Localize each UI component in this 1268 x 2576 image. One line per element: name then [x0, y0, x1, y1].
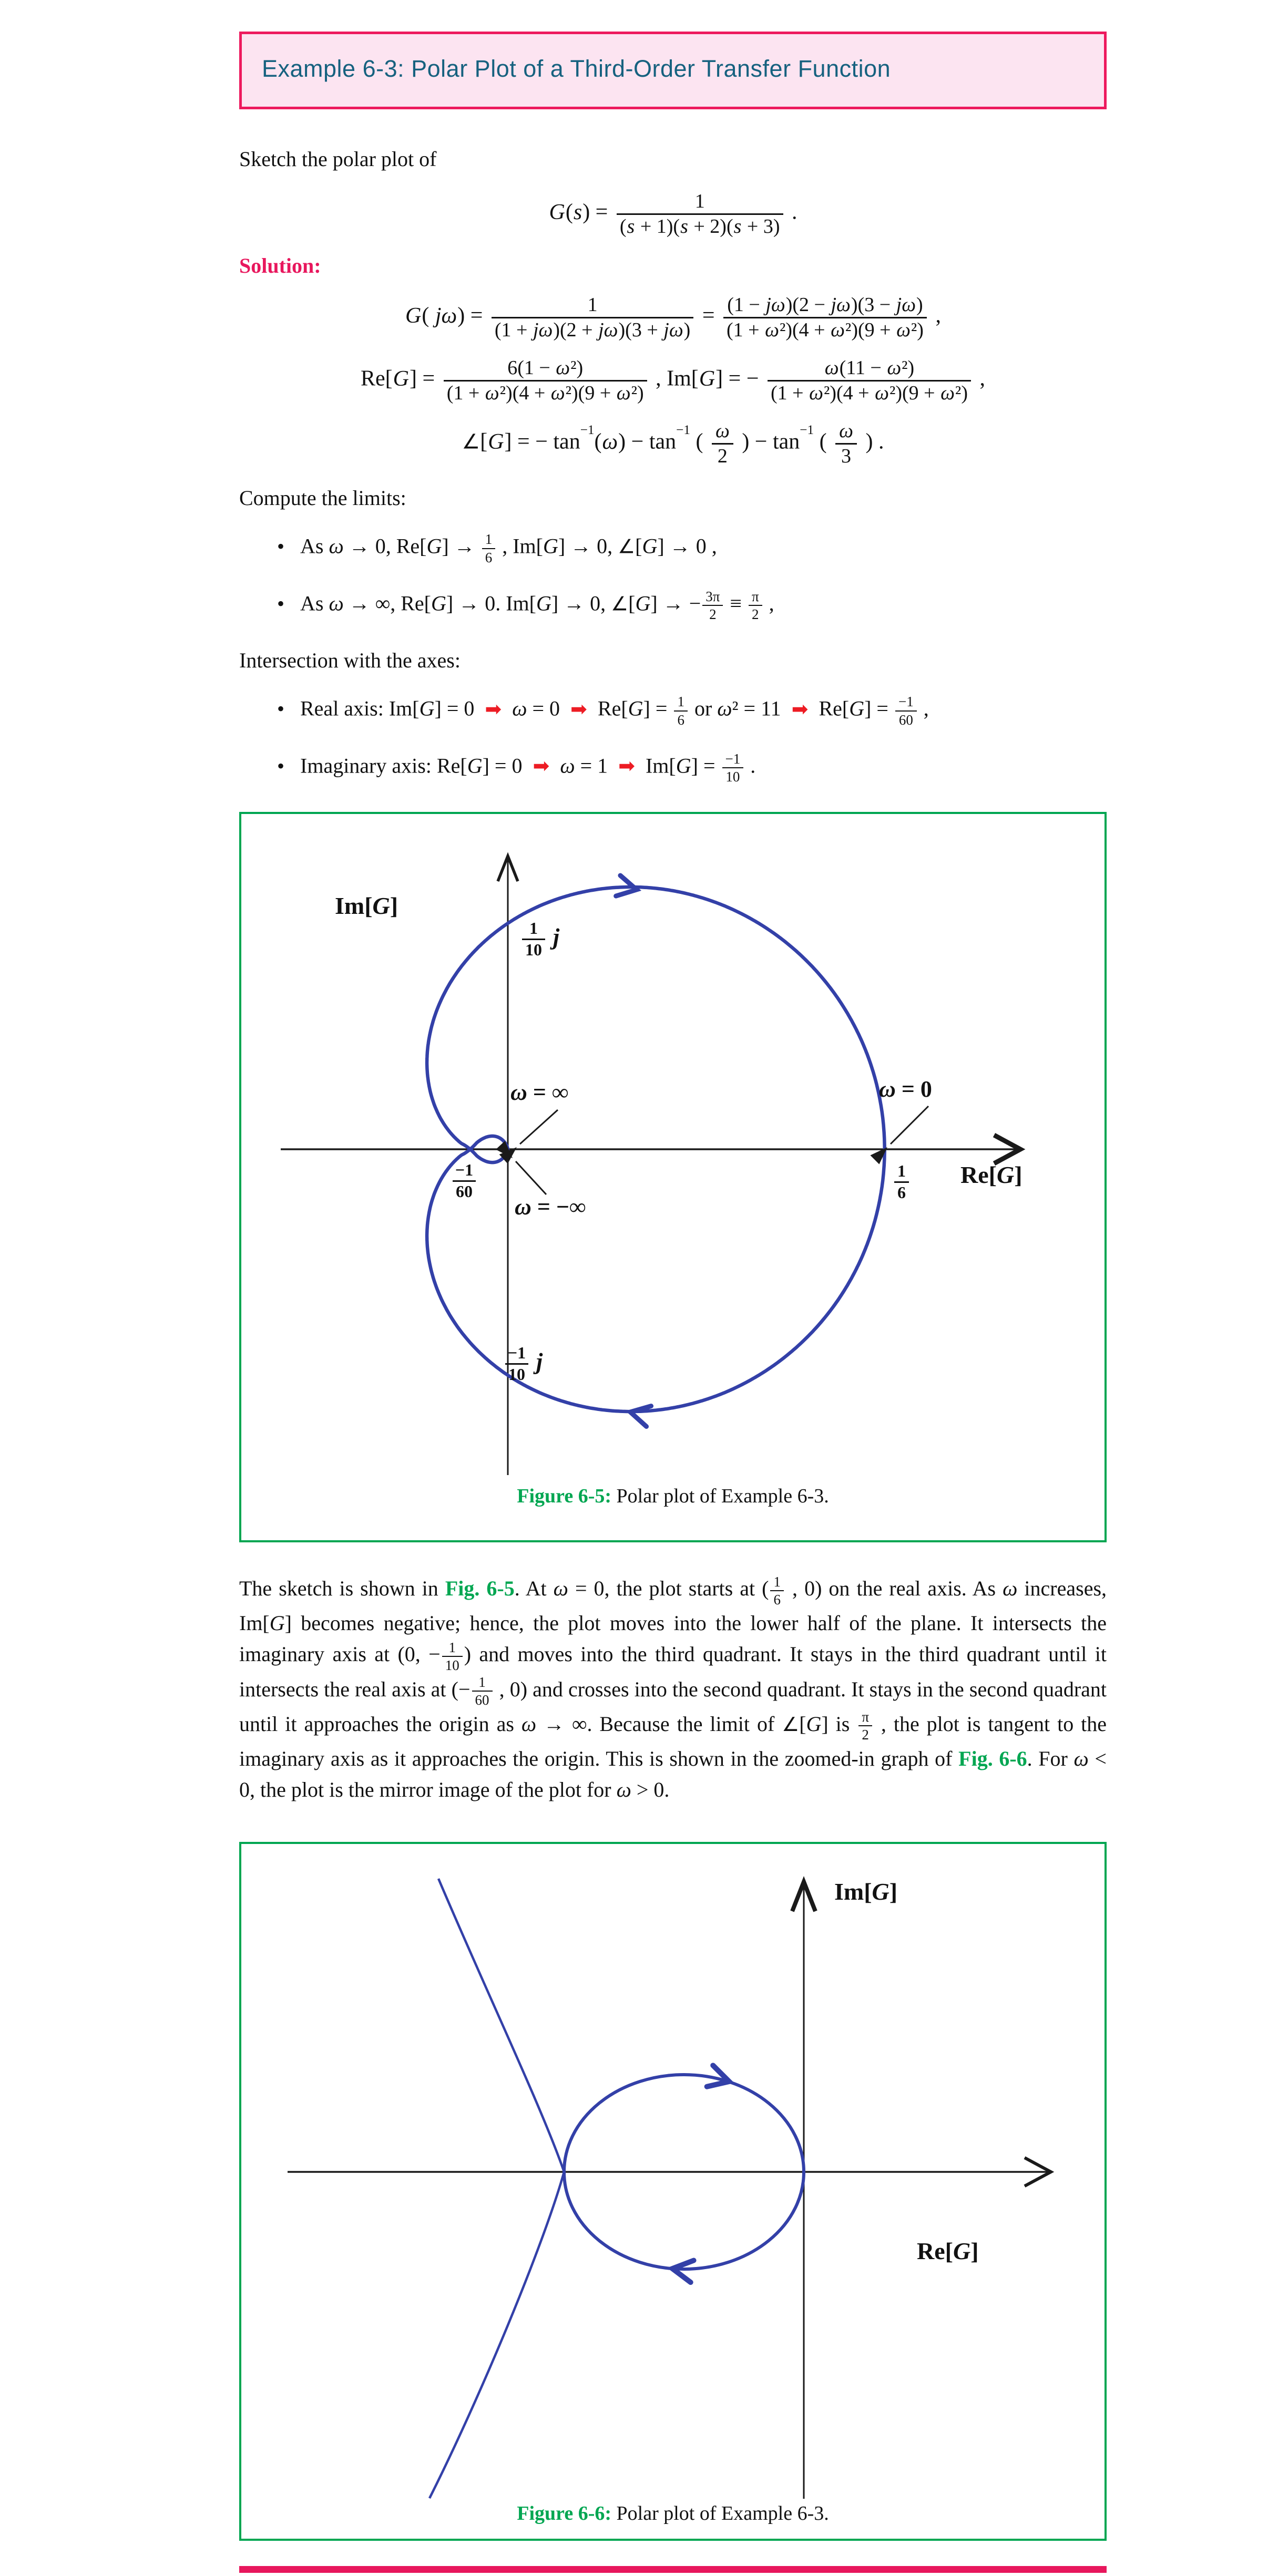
equation-re-im: Re[G] = $\frac{\text{6(1 − ω²)}}{\text{(1 + ω²)(4 + ω²)(9 + ω²)}}$ , Im[G] = − $\frac{\text{ω(11 − ω²)}}{\text{(1 + ω²)(4 + ω²)(9 + ω²)}}$ , — [361, 357, 985, 404]
fraction: $\frac{1}{60}$ — [472, 1674, 493, 1708]
re-axis-label: Re[G] — [917, 2238, 979, 2264]
red-arrow-icon: ➡ — [533, 754, 550, 778]
list-item-limit-omega-0: • As ω → 0, Re[G] → $\frac{1}{6}$ , Im[G] → 0, ∠[G] → 0 , — [277, 531, 1107, 565]
omega-neg-inf-label: ω = −∞ — [515, 1194, 586, 1220]
fraction: $\frac{1}{(s + 1)(s + 2)(s + 3)}$ — [617, 190, 783, 238]
red-arrow-icon: ➡ — [618, 754, 635, 778]
fraction: $\frac{(1 - j\omega)(2 - j\omega)(3 - j\omega)}{\text{(1 + ω²)(4 + ω²)(9 + ω²)}}$ — [723, 294, 927, 341]
figure-reference: Fig. 6-5 — [445, 1576, 515, 1601]
fraction: $\frac{-1}{60}$ — [453, 1161, 476, 1201]
intro-text: Sketch the polar plot of — [239, 147, 437, 171]
fraction: $\frac{1}{10}$ — [442, 1640, 463, 1673]
fraction: $\frac{\omega}{2}$ — [712, 420, 733, 467]
page-content — [239, 32, 1107, 2573]
figure-6-5-caption-label: Figure 6-5: — [517, 1485, 612, 1508]
fraction: $\frac{-1}{10}$ — [722, 751, 744, 785]
figure-6-5 — [239, 812, 1107, 1542]
fraction: $\frac{1}{6}$ — [770, 1574, 784, 1608]
limits-heading: Compute the limits: — [239, 486, 406, 510]
fraction: $\frac{-1}{60}$ — [895, 694, 917, 727]
neg-one-sixtieth-label — [451, 1161, 478, 1201]
one-tenth-j-label: $\frac{1}{10}$ j — [520, 919, 559, 960]
list-item-real-axis: • Real axis: Im[G] = 0 ➡ ω = 0 ➡ Re[G] = $\frac{1}{6}$ or ω² = 11 ➡ Re[G] = $\frac{-1}{60}$ , — [277, 694, 1107, 727]
fraction: $\frac{\omega}{3}$ — [835, 420, 857, 467]
arrowhead-icon — [870, 1143, 892, 1165]
fraction: $\frac{1}{6}$ — [482, 531, 496, 565]
intersections-heading: Intersection with the axes: — [239, 648, 461, 673]
curve-direction-arrow-bottom-icon — [628, 1402, 651, 1427]
fraction: $\frac{\pi}{2}$ — [858, 1709, 872, 1743]
fraction: $\frac{\text{ω(11 − ω²)}}{\text{(1 + ω²)(4 + ω²)(9 + ω²)}}$ — [768, 357, 971, 404]
intersections-list — [239, 694, 1107, 785]
list-item-limit-omega-inf: • As ω → ∞, Re[G] → 0. Im[G] → 0, ∠[G] → − $\frac{3\pi}{2}$ ≡ $\frac{\pi}{2}$ , — [277, 589, 1107, 622]
limits-list — [239, 531, 1107, 622]
example-title: Example 6-3: Polar Plot of a Third-Order Transfer Function — [262, 55, 891, 82]
figure-6-6-caption-text: Polar plot of Example 6-3. — [611, 2502, 829, 2525]
bottom-rule — [239, 2566, 1107, 2573]
fraction: $\frac{\text{6(1 − ω²)}}{\text{(1 + ω²)(4 + ω²)(9 + ω²)}}$ — [444, 357, 647, 404]
figure-6-5-caption-text: Polar plot of Example 6-3. — [611, 1485, 829, 1508]
im-axis-label: Im[G] — [335, 892, 398, 920]
figure-reference: Fig. 6-6 — [958, 1746, 1027, 1770]
equation-transfer-function: G(s) = $\frac{1}{(s + 1)(s + 2)(s + 3)}$ . — [549, 190, 797, 238]
one-sixth-label — [892, 1162, 911, 1202]
solution-label: Solution: — [239, 254, 321, 278]
omega-zero-annotation-arrow — [870, 1106, 928, 1165]
figure-6-6-caption-label: Figure 6-6: — [517, 2502, 612, 2525]
list-item-imaginary-axis: • Imaginary axis: Re[G] = 0 ➡ ω = 1 ➡ Im[G] = $\frac{-1}{10}$ . — [277, 751, 1107, 785]
red-arrow-icon: ➡ — [791, 697, 809, 720]
figure-6-6 — [239, 1842, 1107, 2541]
neg-one-tenth-j-label: $\frac{-1}{10}$ j — [503, 1344, 543, 1384]
red-arrow-icon: ➡ — [570, 697, 587, 720]
equation-angle: ∠[G] = − $\tan^{-1}(\omega) - \tan^{-1}$ ( $\frac{\omega}{2}$ ) − $\tan^{-1}$ ( $\frac{\omega}{3}$ ) . — [462, 420, 884, 467]
fraction: $\frac{1}{6}$ — [674, 694, 688, 727]
im-axis-label: Im[G] — [834, 1878, 898, 1905]
re-axis-label: Re[G] — [960, 1161, 1022, 1189]
omega-inf-label: ω = ∞ — [510, 1079, 569, 1106]
example-title-box — [239, 32, 1107, 109]
outer-loop-branch-curve — [430, 1879, 564, 2498]
omega-zero-label: ω = 0 — [879, 1076, 932, 1102]
fraction: $\frac{1}{10}$ — [522, 919, 545, 960]
figure-6-6-plot — [241, 1844, 1105, 2539]
fraction: $\frac{1}{(1 + j\omega)(2 + j\omega)(3 + j\omega)}$ — [492, 294, 693, 341]
figure-6-6-caption — [241, 2502, 1105, 2525]
fraction: $\frac{3\pi}{2}$ — [702, 589, 723, 622]
fraction: $\frac{-1}{10}$ — [505, 1344, 528, 1384]
fraction: $\frac{\pi}{2}$ — [749, 589, 762, 622]
figure-6-5-caption — [241, 1485, 1105, 1508]
red-arrow-icon: ➡ — [485, 697, 502, 720]
fraction: $\frac{1}{6}$ — [894, 1162, 909, 1202]
equation-g-jw: G( jω) = $\frac{1}{(1 + j\omega)(2 + j\omega)(3 + j\omega)}$ = $\frac{(1 - j\omega)(2 - j\omega)(3 - j\omega)}{\text{(1 + ω²)(4 + ω²)(9 + ω²)}}$ , — [405, 294, 941, 341]
discussion-paragraph: The sketch is shown in Fig. 6-5. At ω = 0, the plot starts at ( $\frac{1}{6}$ , 0) on the real axis. As ω increases, Im[G] becomes negative; hence, the plot moves into the lower half of the plane. It intersects the imaginary axis at (0, − $\frac{1}{10}$ ) and moves into the third quadrant. It stays in the third quadrant until it intersects the real axis at (− $\frac{1}{60}$ , 0) and crosses into the second quadrant. It stays in the second quadrant until it approaches the origin as ω → ∞. Because the limit of ∠[G] is $\frac{\pi}{2}$ , the plot is tangent to the imaginary axis as it approaches the origin. This is shown in the zoomed-in graph of Fig. 6-6. For ω < 0, the plot is the mirror image of the plot for ω > 0. — [239, 1573, 1107, 1801]
